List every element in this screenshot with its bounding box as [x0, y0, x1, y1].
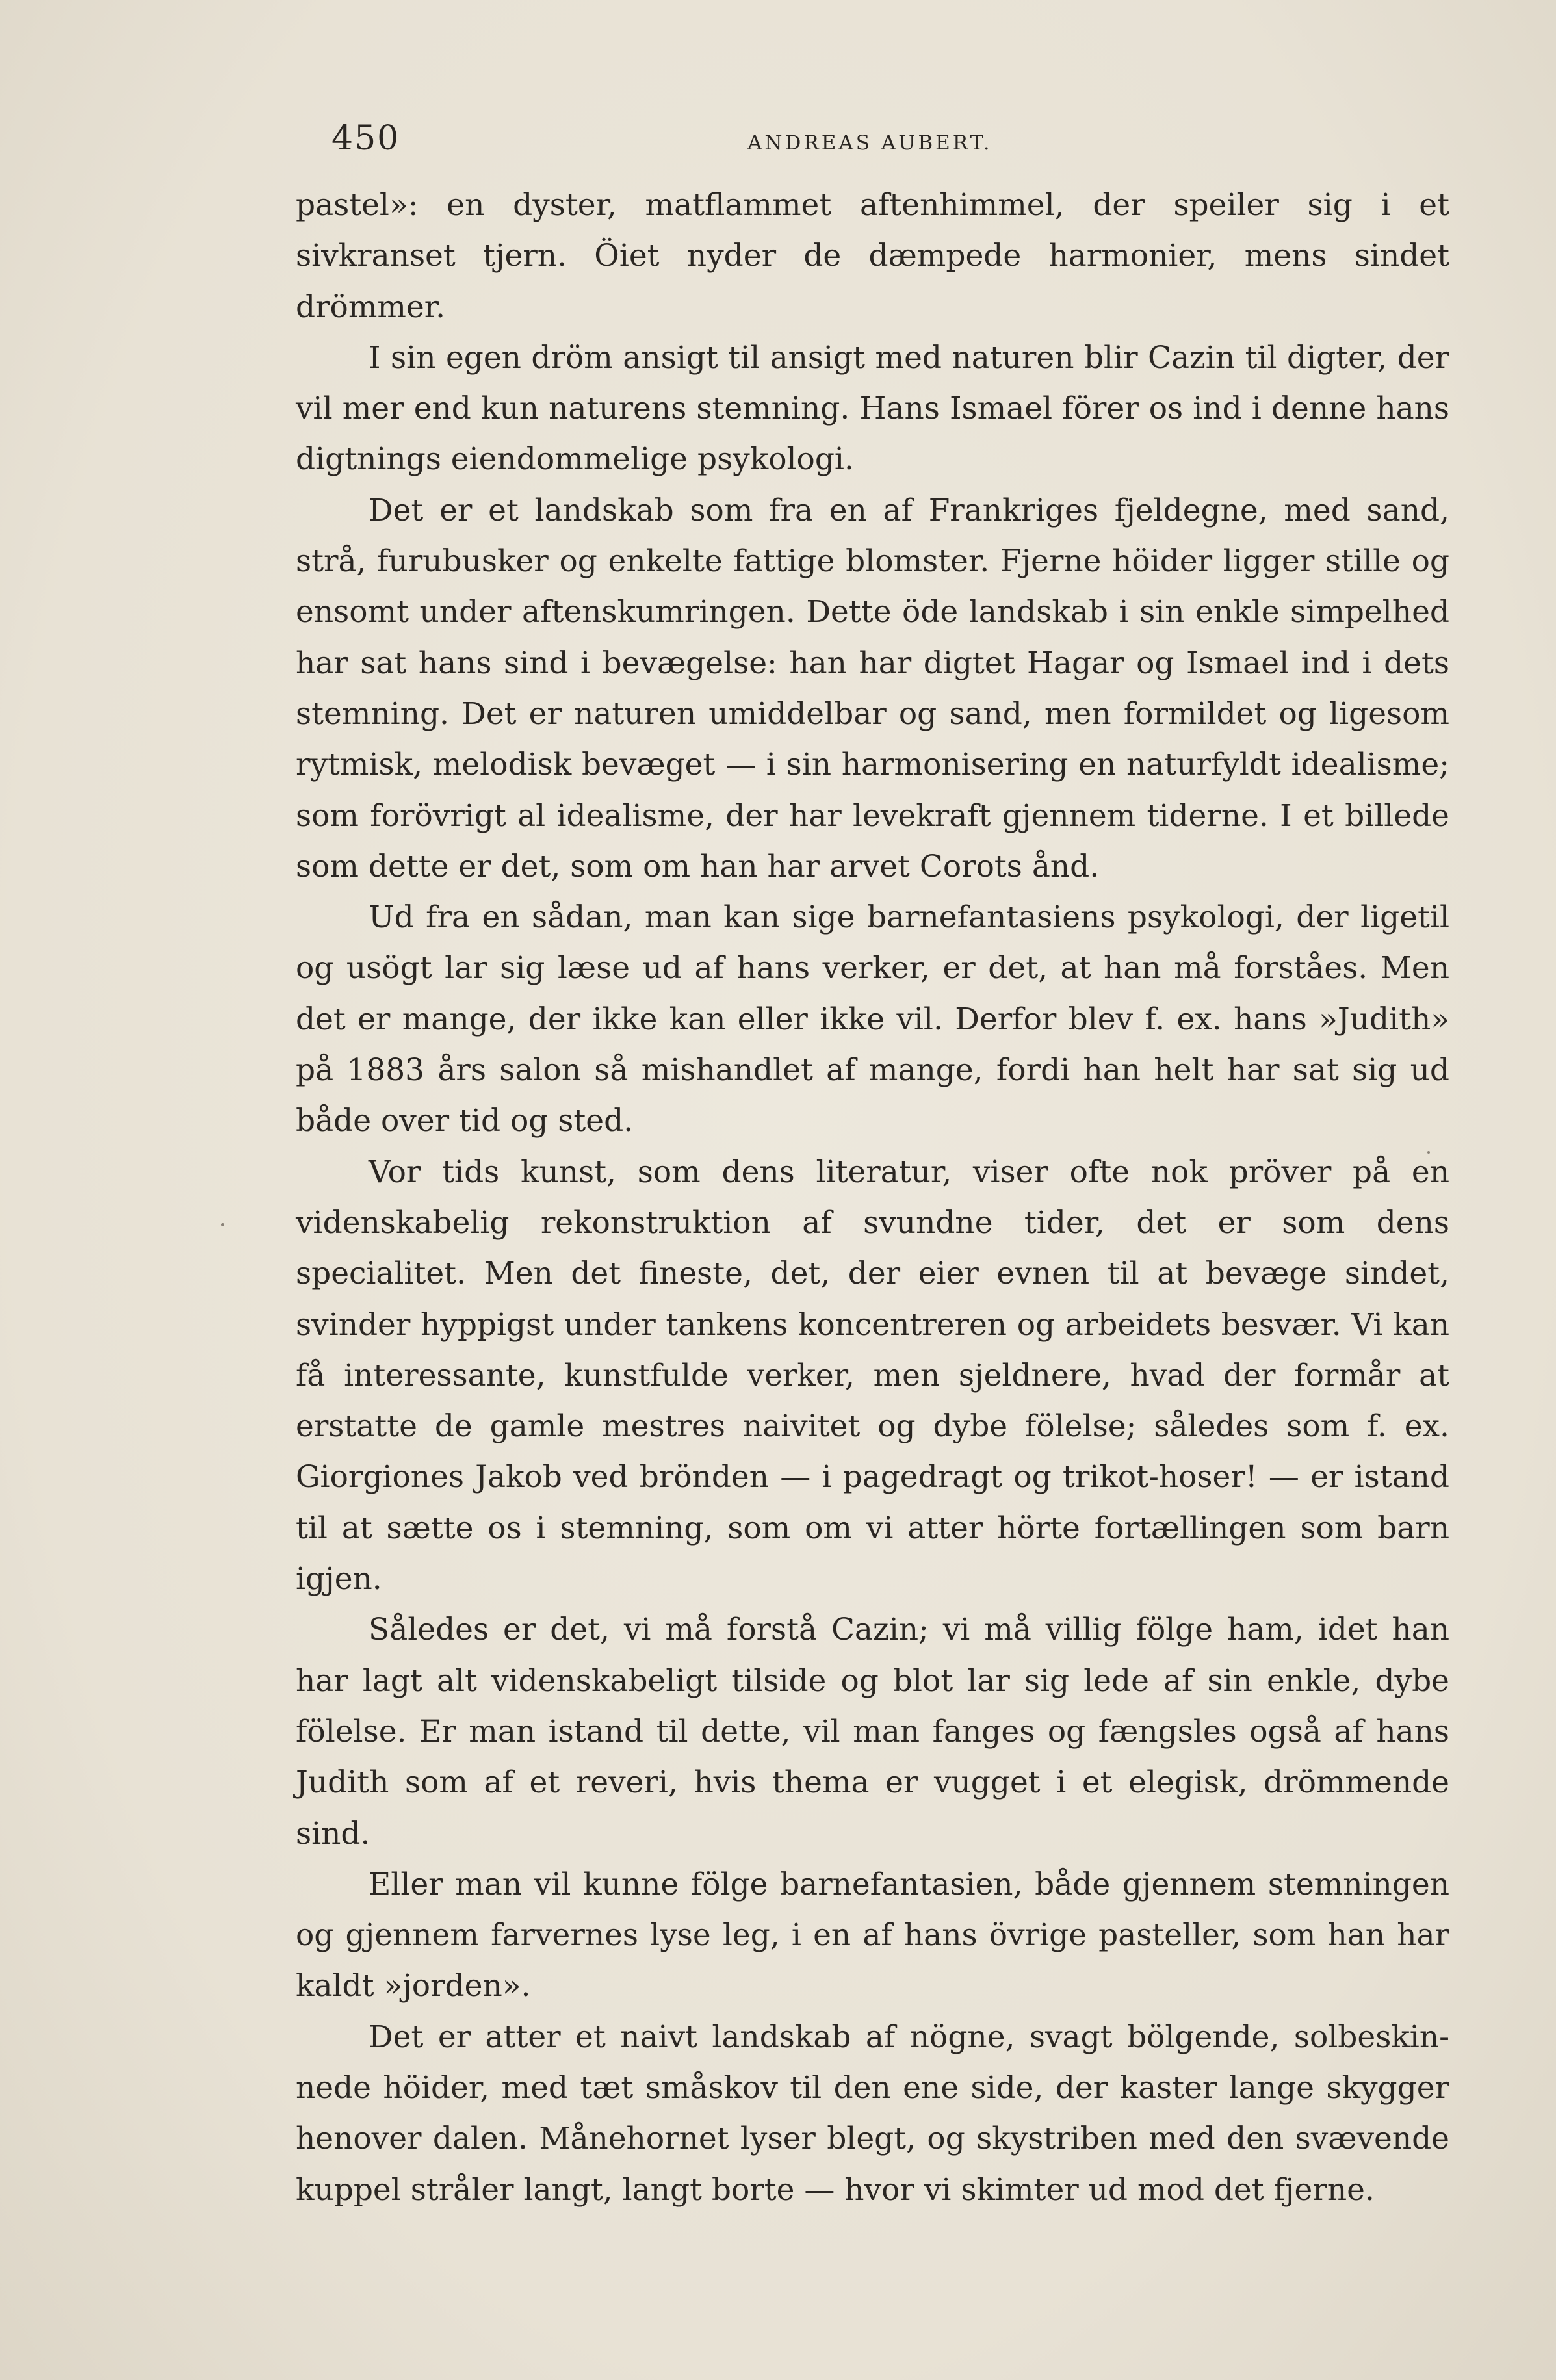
- paragraph-7: Eller man vil kunne fölge barnefantasien, både gjennem stemningen og gjennem farvernes lyse leg, i en af hans övrige pasteller, som han har kaldt »jorden».: [296, 1866, 1449, 2004]
- paragraph-1: pastel»: en dyster, matflammet aftenhimmel, der speiler sig i et sivkranset tjern. Öiet nyder de dæmpede harmonier, mens sindet drömmer.: [296, 187, 1449, 325]
- paper-speck: [221, 1223, 224, 1226]
- paragraph-3: Det er et landskab som fra en af Frankriges fjeldegne, med sand, strå, furubusker og enkelte fattige blomster. Fjerne höider ligger stille og ensomt under aftenskumringen. Dette öde landskab i sin enkle simpelhed har sat hans sind i bevægelse: han har digtet Hagar og Ismael ind i dets stemning. Det er naturen umiddelbar og sand, men formildet og ligesom rytmisk, melodisk bevæget — i sin harmonisering en naturfyldt idealisme; som forövrigt al idealisme, der har levekraft gjennem tiderne. I et billede som dette er det, som om han har arvet Corots ånd.: [296, 492, 1449, 885]
- paragraph-2: I sin egen dröm ansigt til ansigt med naturen blir Cazin til digter, der vil mer end kun naturens stemning. Hans Ismael förer os ind i denne hans digtnings eiendommelige psykologi.: [296, 339, 1449, 478]
- running-head: ANDREAS AUBERT.: [747, 131, 992, 155]
- body-text: [296, 180, 1449, 2216]
- paragraph-4: Ud fra en sådan, man kan sige barnefantasiens psykologi, der ligetil og usögt lar sig læse ud af hans verker, er det, at han må forståes. Men det er mange, der ikke kan eller ikke vil. Derfor blev f. ex. hans »Judith» på 1883 års salon så mishandlet af mange, fordi han helt har sat sig ud både over tid og sted.: [296, 899, 1449, 1139]
- page-number: 450: [331, 119, 400, 158]
- page-header: [296, 116, 1449, 161]
- paper-speck: [1427, 1151, 1430, 1154]
- paragraph-5: Vor tids kunst, som dens literatur, viser ofte nok pröver på en videnskabelig rekonstruktion af svundne tider, det er som dens specialitet. Men det fineste, det, der eier evnen til at bevæge sindet, svinder hyppigst under tankens koncentreren og arbeidets besvær. Vi kan få interessante, kunstfulde verker, men sjeldnere, hvad der formår at erstatte de gamle mestres naivitet og dybe fölelse; således som f. ex. Giorgiones Jakob ved brönden — i pagedragt og trikot-hoser! — er istand til at sætte os i stemning, som om vi atter hörte fortællingen som barn igjen.: [296, 1154, 1449, 1597]
- paragraph-6: Således er det, vi må forstå Cazin; vi må villig fölge ham, idet han har lagt alt videnskabeligt tilside og blot lar sig lede af sin enkle, dybe fölelse. Er man istand til dette, vil man fanges og fængsles også af hans Judith som af et reveri, hvis thema er vugget i et elegisk, drömmende sind.: [296, 1612, 1449, 1852]
- paragraph-8: Det er atter et naivt landskab af nögne, svagt bölgende, solbeskinnede höider, med tæt småskov til den ene side, der kaster lange skygger henover dalen. Månehornet lyser blegt, og skystriben med den svævende kuppel stråler langt, langt borte — hvor vi skimter ud mod det fjerne.: [296, 2019, 1449, 2208]
